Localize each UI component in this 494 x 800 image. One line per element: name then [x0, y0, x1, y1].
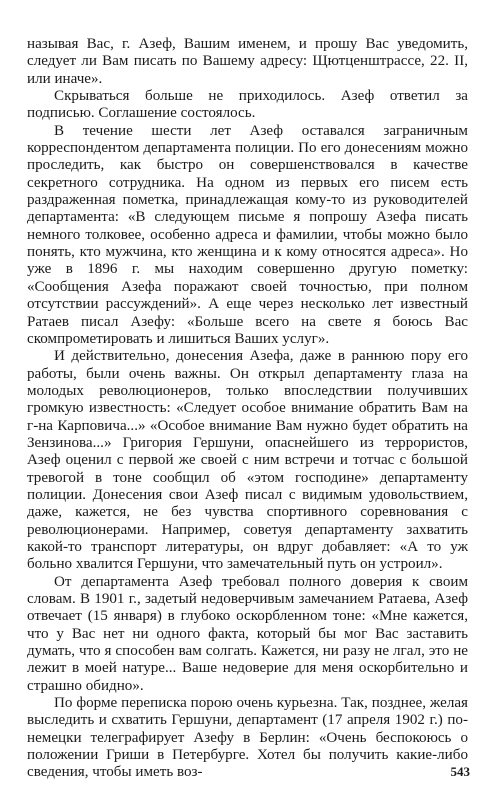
body-text — [27, 36, 468, 782]
paragraph: По форме переписка порою очень курьезна. Так, позднее, желая выследить и схватить Гершуни, департамент (17 апреля 1902 г.) по-немецки телеграфирует Азефу в Берлин: «Очень беспокоюсь о положении Гриши в Петербурге. Хотел бы получить какие-либо сведения, чтобы иметь воз- — [27, 695, 468, 781]
paragraph: От департамента Азеф требовал полного доверия к своим словам. В 1901 г., задетый недоверчивым замечанием Ратаева, Азеф отвечает (15 января) в глубоко оскорбленном тоне: «Мне кажется, что у Вас нет ни одного факта, который бы мог Вас заставить думать, что я способен вам солгать. Кажется, ни разу не лгал, это не лежит в моей натуре... Ваше недоверие для меня оскорбительно и страшно обидно». — [27, 573, 468, 694]
paragraph: В течение шести лет Азеф оставался заграничным корреспондентом департамента полиции. По его донесениям можно проследить, как быстро он совершенствовался в качестве секретного сотрудника. На одном из первых его писем есть раздраженная пометка, принадлежащая кому-то из руководителей департамента: «В следующем письме я попрошу Азефа писать немного толковее, особенно адреса и фамилии, чтобы можно было понять, кто мужчина, кто женщина и к кому относятся адреса». Но уже в 1896 г. мы находим совершенно другую пометку: «Сообщения Азефа поражают своей точностью, при полном отсутствии рассуждений». А еще через несколько лет известный Ратаев писал Азефу: «Больше всего на свете я боюсь Вас скомпрометировать и лишиться Ваших услуг». — [27, 122, 468, 347]
paragraph: И действительно, донесения Азефа, даже в раннюю пору его работы, были очень важны. Он открыл департаменту глаза на молодых революционеров, только впоследствии получивших громкую известность: «Следует особое внимание обратить Вам на г-на Карповича...» «Особое внимание Вам нужно будет обратить на Зензинова...» Григория Гершуни, опаснейшего из террористов, Азеф оценил с первой же своей с ним встречи и тотчас с большой тревогой в тоне сообщил об «этом господине» департаменту полиции. Донесения свои Азеф писал с видимым удовольствием, даже, кажется, не без чувства спортивного соревнования с революционерами. Например, советуя департаменту захватить какой-то транспорт литературы, он вдруг добавляет: «А то уж больно хвалится Гершуни, что замечательный путь он устроил». — [27, 348, 468, 573]
paragraph: называя Вас, г. Азеф, Вашим именем, и прошу Вас уведомить, следует ли Вам писать по Вашему адресу: Щютценштрассе, 22. II, или иначе». — [27, 36, 468, 87]
paragraph: Скрываться больше не приходилось. Азеф ответил за подписью. Соглашение состоялось. — [27, 88, 468, 122]
page-number: 543 — [450, 764, 470, 779]
